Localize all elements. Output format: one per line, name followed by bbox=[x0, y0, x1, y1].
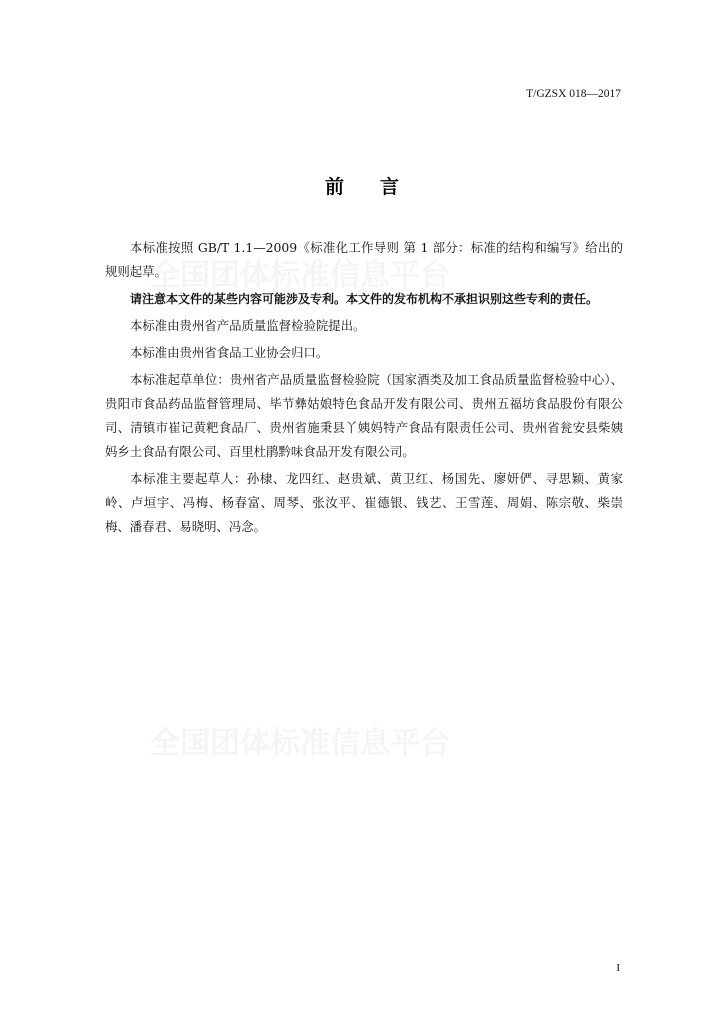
document-body bbox=[105, 236, 623, 542]
paragraph-patent-notice: 请注意本文件的某些内容可能涉及专利。本文件的发布机构不承担识别这些专利的责任。 bbox=[130, 292, 599, 306]
paragraph-proposer: 本标准由贵州省产品质量监督检验院提出。 bbox=[130, 318, 366, 333]
paragraph-drafters: 本标准主要起草人：孙棣、龙四红、赵贵斌、黄卫红、杨国先、廖妍俨、寻思颖、黄家岭、卢垣宇、冯梅、杨春富、周琴、张汝平、崔德银、钱艺、王雪莲、周娟、陈宗敬、柴崇梅、潘春君、易晓明、冯念。 bbox=[105, 471, 623, 534]
paragraph-centralized-unit: 本标准由贵州省食品工业协会归口。 bbox=[130, 345, 329, 360]
section-heading: 前言 bbox=[324, 176, 435, 198]
paragraph-drafting-rules: 本标准按照 GB/T 1.1—2009《标准化工作导则 第 1 部分：标准的结构和编写》给出的规则起草。 bbox=[105, 240, 623, 279]
watermark: 全国团体标准信息平台 bbox=[150, 258, 450, 293]
watermark: 全国团体标准信息平台 bbox=[150, 726, 450, 761]
page-number: I bbox=[616, 962, 620, 974]
document-code: T/GZSX 018—2017 bbox=[526, 88, 621, 100]
paragraph-drafting-units: 本标准起草单位：贵州省产品质量监督检验院（国家酒类及加工食品质量监督检验中心）、贵阳市食品药品监督管理局、毕节彝姑娘特色食品开发有限公司、贵州五福坊食品股份有限公司、清镇市崔记黄粑食品厂、贵州省施秉县丫姨妈特产食品有限责任公司、贵州省瓮安县柴姨妈乡土食品有限公司、百里杜鹃黔味食品开发有限公司。 bbox=[105, 372, 623, 459]
